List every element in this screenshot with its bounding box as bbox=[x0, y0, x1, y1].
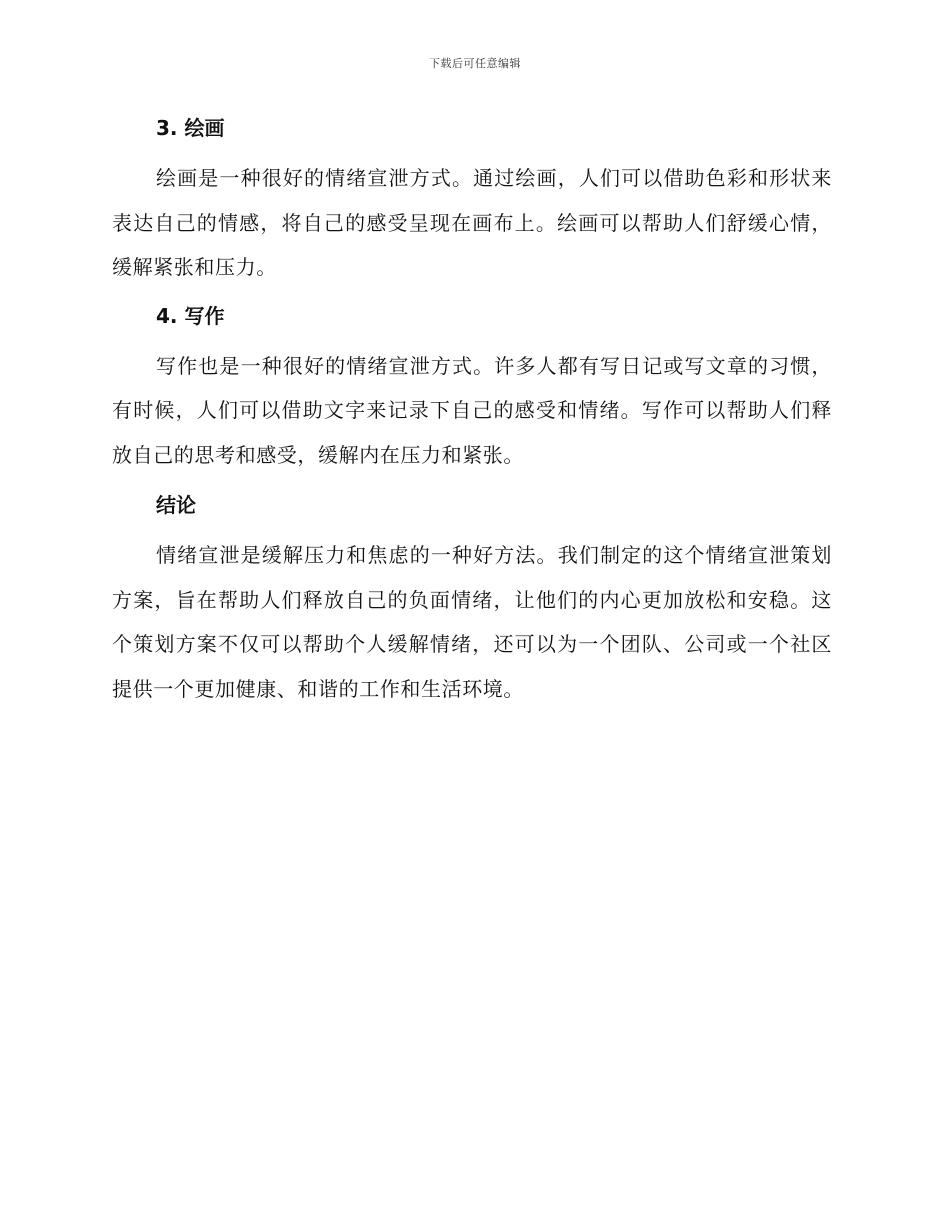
page-header-note: 下载后可任意编辑 bbox=[429, 57, 521, 70]
section-paragraph-painting: 绘画是一种很好的情绪宣泄方式。通过绘画，人们可以借助色彩和形状来表达自己的情感，将自己的感受呈现在画布上。绘画可以帮助人们舒缓心情，缓解紧张和压力。 bbox=[112, 166, 832, 279]
section-heading-conclusion: 结论 bbox=[156, 493, 196, 517]
section-paragraph-writing: 写作也是一种很好的情绪宣泄方式。许多人都有写日记或写文章的习惯，有时候，人们可以借助文字来记录下自己的感受和情绪。写作可以帮助人们释放自己的思考和感受，缓解内在压力和紧张。 bbox=[112, 353, 832, 467]
document-body bbox=[112, 112, 832, 711]
section-heading-writing: 4. 写作 bbox=[156, 303, 225, 328]
section-heading-painting: 3. 绘画 bbox=[156, 116, 225, 140]
section-paragraph-conclusion: 情绪宣泄是缓解压力和焦虑的一种好方法。我们制定的这个情绪宣泄策划方案，旨在帮助人们释放自己的负面情绪，让他们的内心更加放松和安稳。这个策划方案不仅可以帮助个人缓解情绪，还可以为一个团队、公司或一个社区提供一个更加健康、和谐的工作和生活环境。 bbox=[112, 543, 832, 701]
